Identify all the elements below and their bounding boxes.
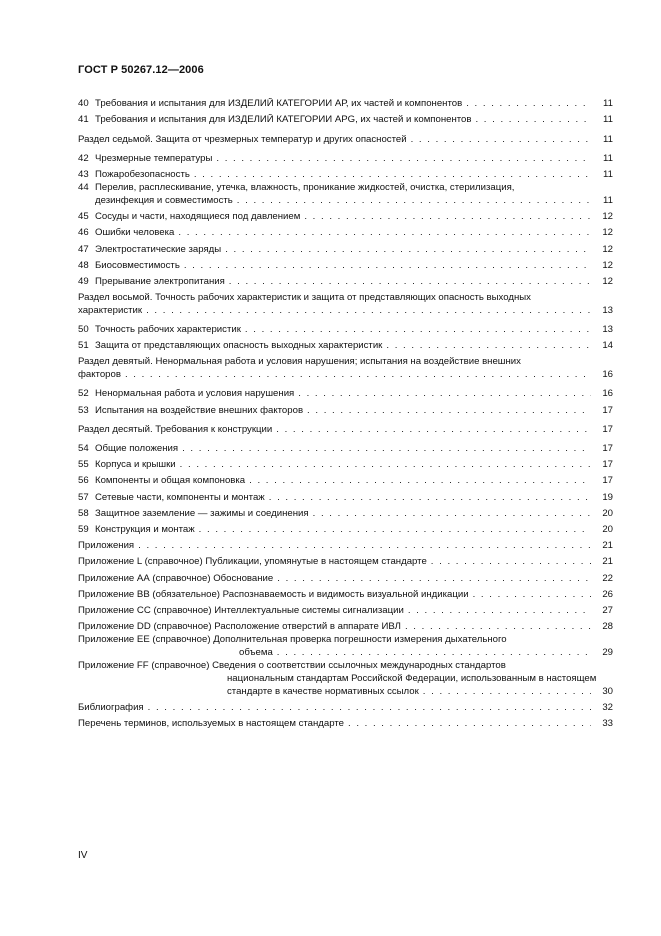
toc-entry-number: 57 bbox=[78, 491, 89, 503]
toc-entry-number: 48 bbox=[78, 259, 89, 271]
toc-entry bbox=[78, 455, 613, 471]
toc-entry bbox=[78, 659, 613, 698]
toc-entry bbox=[78, 400, 613, 416]
toc-entry-title: Защитное заземление — зажимы и соединения bbox=[95, 507, 309, 519]
toc-entry bbox=[78, 94, 613, 110]
toc-entry-page: 26 bbox=[602, 588, 613, 600]
toc-entry-number: 44 bbox=[78, 181, 89, 193]
toc-entry-title: Сосуды и части, находящиеся под давлением bbox=[95, 211, 301, 223]
toc-section-title: Раздел седьмой. Защита от чрезмерных температур и других опасностей bbox=[78, 134, 411, 145]
toc-entry-page: 17 bbox=[602, 443, 613, 454]
toc-entry-page: 16 bbox=[602, 388, 613, 400]
toc-entry bbox=[78, 552, 613, 568]
toc-entry-number: 56 bbox=[78, 475, 89, 487]
toc-entry-number: 47 bbox=[78, 243, 89, 255]
toc-entry-page: 17 bbox=[602, 404, 613, 416]
toc-entry-title: Приложение СС (справочное) Интеллектуальные системы сигнализации bbox=[78, 605, 408, 616]
toc-entry-number: 51 bbox=[78, 340, 89, 352]
toc-entry-title: Чрезмерные температуры bbox=[95, 152, 213, 164]
toc-entry bbox=[78, 698, 613, 714]
toc-entry-number: 42 bbox=[78, 152, 89, 164]
table-of-contents bbox=[78, 94, 613, 730]
toc-entry bbox=[78, 714, 613, 730]
toc-entry-title: Корпуса и крышки bbox=[95, 459, 176, 471]
toc-entry bbox=[78, 272, 613, 288]
toc-entry-page: 30 bbox=[602, 686, 613, 698]
toc-entry-title: Сетевые части, компоненты и монтаж bbox=[95, 491, 265, 503]
toc-entry-page: 32 bbox=[602, 702, 613, 714]
toc-entry bbox=[78, 536, 613, 552]
toc-entry-title: Требования и испытания для ИЗДЕЛИЙ КАТЕГОРИИ АР, их частей и компонентов bbox=[95, 98, 463, 110]
toc-entry-title: Требования и испытания для ИЗДЕЛИЙ КАТЕГОРИИ АРG, их частей и компонентов bbox=[95, 114, 472, 126]
toc-entry-title: Библиография bbox=[78, 702, 148, 713]
toc-section bbox=[78, 420, 613, 436]
toc-section-title-line: характеристик bbox=[78, 305, 146, 316]
toc-entry-title: Биосовместимость bbox=[95, 259, 180, 271]
toc-entry bbox=[78, 181, 613, 207]
toc-entry bbox=[78, 439, 613, 455]
toc-entry-number: 40 bbox=[78, 98, 89, 110]
toc-entry-title: Приложение L (справочное) Публикации, упомянутые в настоящем стандарте bbox=[78, 556, 431, 567]
toc-entry-title: Точность рабочих характеристик bbox=[95, 324, 241, 336]
toc-entry-page: 12 bbox=[602, 243, 613, 255]
toc-entry-page: 11 bbox=[603, 152, 613, 164]
toc-entry bbox=[78, 239, 613, 255]
toc-entry-title: Приложение ВВ (обязательное) Распознаваемость и видимость визуальной индикации bbox=[78, 589, 473, 600]
toc-entry bbox=[78, 207, 613, 223]
toc-entry-page: 11 bbox=[603, 168, 613, 180]
toc-section bbox=[78, 129, 613, 145]
toc-entry-page: 11 bbox=[603, 98, 613, 110]
toc-entry-number: 54 bbox=[78, 443, 89, 454]
toc-entry-title-line: дезинфекция и совместимость bbox=[95, 195, 237, 206]
toc-entry bbox=[78, 504, 613, 520]
toc-entry-number: 45 bbox=[78, 211, 89, 223]
toc-entry bbox=[78, 487, 613, 503]
toc-entry-page: 21 bbox=[602, 556, 613, 568]
toc-entry bbox=[78, 320, 613, 336]
toc-entry-page: 28 bbox=[602, 621, 613, 633]
toc-section-title: Раздел десятый. Требования к конструкции bbox=[78, 424, 276, 435]
toc-entry-title-line: Приложение ЕЕ (справочное) Дополнительная проверка погрешности измерения дыхательного bbox=[78, 634, 507, 646]
toc-entry-page: 16 bbox=[602, 369, 613, 381]
toc-entry-page: 33 bbox=[602, 718, 613, 730]
toc-entry-title: Электростатические заряды bbox=[95, 243, 222, 255]
toc-entry bbox=[78, 336, 613, 352]
toc-entry-number: 50 bbox=[78, 324, 89, 336]
toc-entry-title: Приложение АА (справочное) Обоснование bbox=[78, 573, 277, 584]
toc-entry-title-line: Приложение FF (справочное) Сведения о соответствии ссылочных международных стандартов bbox=[78, 660, 506, 672]
toc-entry-title-line: национальным стандартам Российской Федерации, использованным в настоящем bbox=[227, 673, 597, 685]
toc-section bbox=[78, 355, 613, 381]
toc-entry-page: 17 bbox=[602, 423, 613, 435]
toc-entry-page: 11 bbox=[603, 133, 613, 145]
toc-entry-number: 53 bbox=[78, 404, 89, 416]
toc-entry bbox=[78, 223, 613, 239]
toc-entry-title: Перечень терминов, используемых в настоящем стандарте bbox=[78, 718, 348, 729]
toc-entry bbox=[78, 617, 613, 633]
toc-entry-title-line: стандарте в качестве нормативных ссылок bbox=[227, 686, 423, 697]
toc-entry bbox=[78, 471, 613, 487]
toc-entry-title: Конструкция и монтаж bbox=[95, 523, 195, 535]
toc-entry bbox=[78, 384, 613, 400]
toc-entry-number: 52 bbox=[78, 388, 89, 400]
toc-entry-page: 29 bbox=[602, 647, 613, 659]
toc-entry bbox=[78, 520, 613, 536]
toc-entry-page: 14 bbox=[602, 340, 613, 352]
toc-entry-page: 12 bbox=[602, 259, 613, 271]
toc-entry-number: 43 bbox=[78, 168, 89, 180]
toc-entry-title: Приложения bbox=[78, 540, 138, 551]
toc-entry-title: Испытания на воздействие внешних факторов bbox=[95, 404, 304, 416]
toc-entry-page: 11 bbox=[603, 114, 613, 126]
toc-entry-title: Пожаробезопасность bbox=[95, 168, 190, 180]
toc-entry-title-line: объема bbox=[239, 647, 277, 658]
toc-entry-title: Приложение DD (справочное) Расположение отверстий в аппарате ИВЛ bbox=[78, 621, 405, 632]
toc-entry-number: 46 bbox=[78, 227, 89, 239]
toc-entry-page: 21 bbox=[602, 540, 613, 552]
toc-entry-page: 27 bbox=[602, 604, 613, 616]
toc-section-title-line: Раздел восьмой. Точность рабочих характеристик и защита от представляющих опасность выходных bbox=[78, 291, 531, 303]
toc-entry bbox=[78, 568, 613, 584]
toc-entry-title: Прерывание электропитания bbox=[95, 275, 225, 287]
toc-entry-title: Общие положения bbox=[95, 443, 179, 454]
toc-entry-title: Ошибки человека bbox=[95, 227, 175, 239]
toc-section bbox=[78, 291, 613, 317]
toc-entry-number: 55 bbox=[78, 459, 89, 471]
toc-entry-page: 13 bbox=[602, 304, 613, 316]
toc-entry bbox=[78, 149, 613, 165]
toc-entry-number: 58 bbox=[78, 507, 89, 519]
toc-entry-title: Компоненты и общая компоновка bbox=[95, 475, 246, 487]
toc-entry-page: 19 bbox=[602, 491, 613, 503]
toc-entry-title-line: Перелив, расплескивание, утечка, влажность, проникание жидкостей, очистка, стерилизация, bbox=[95, 181, 515, 193]
toc-entry-page: 12 bbox=[602, 227, 613, 239]
toc-entry-page: 17 bbox=[602, 475, 613, 487]
toc-entry bbox=[78, 110, 613, 126]
toc-entry-page: 20 bbox=[602, 523, 613, 535]
toc-entry-page: 20 bbox=[602, 507, 613, 519]
toc-entry-page: 12 bbox=[602, 211, 613, 223]
toc-entry-page: 13 bbox=[602, 324, 613, 336]
toc-entry bbox=[78, 601, 613, 617]
toc-entry-number: 59 bbox=[78, 523, 89, 535]
toc-entry bbox=[78, 585, 613, 601]
toc-section-title-line: факторов bbox=[78, 369, 125, 380]
toc-entry-number: 49 bbox=[78, 275, 89, 287]
toc-entry-title: Ненормальная работа и условия нарушения bbox=[95, 388, 295, 400]
toc-entry-page: 12 bbox=[602, 275, 613, 287]
toc-entry bbox=[78, 165, 613, 181]
toc-entry bbox=[78, 256, 613, 272]
toc-entry-page: 11 bbox=[603, 194, 613, 206]
page-number: IV bbox=[78, 850, 88, 861]
toc-entry bbox=[78, 633, 613, 659]
document-header: ГОСТ Р 50267.12—2006 bbox=[78, 64, 204, 76]
toc-section-title-line: Раздел девятый. Ненормальная работа и условия нарушения; испытания на воздействие внешних bbox=[78, 356, 521, 368]
toc-entry-page: 17 bbox=[602, 459, 613, 471]
toc-entry-title: Защита от представляющих опасность выходных характеристик bbox=[95, 340, 383, 352]
toc-entry-number: 41 bbox=[78, 114, 89, 126]
toc-entry-page: 22 bbox=[602, 572, 613, 584]
